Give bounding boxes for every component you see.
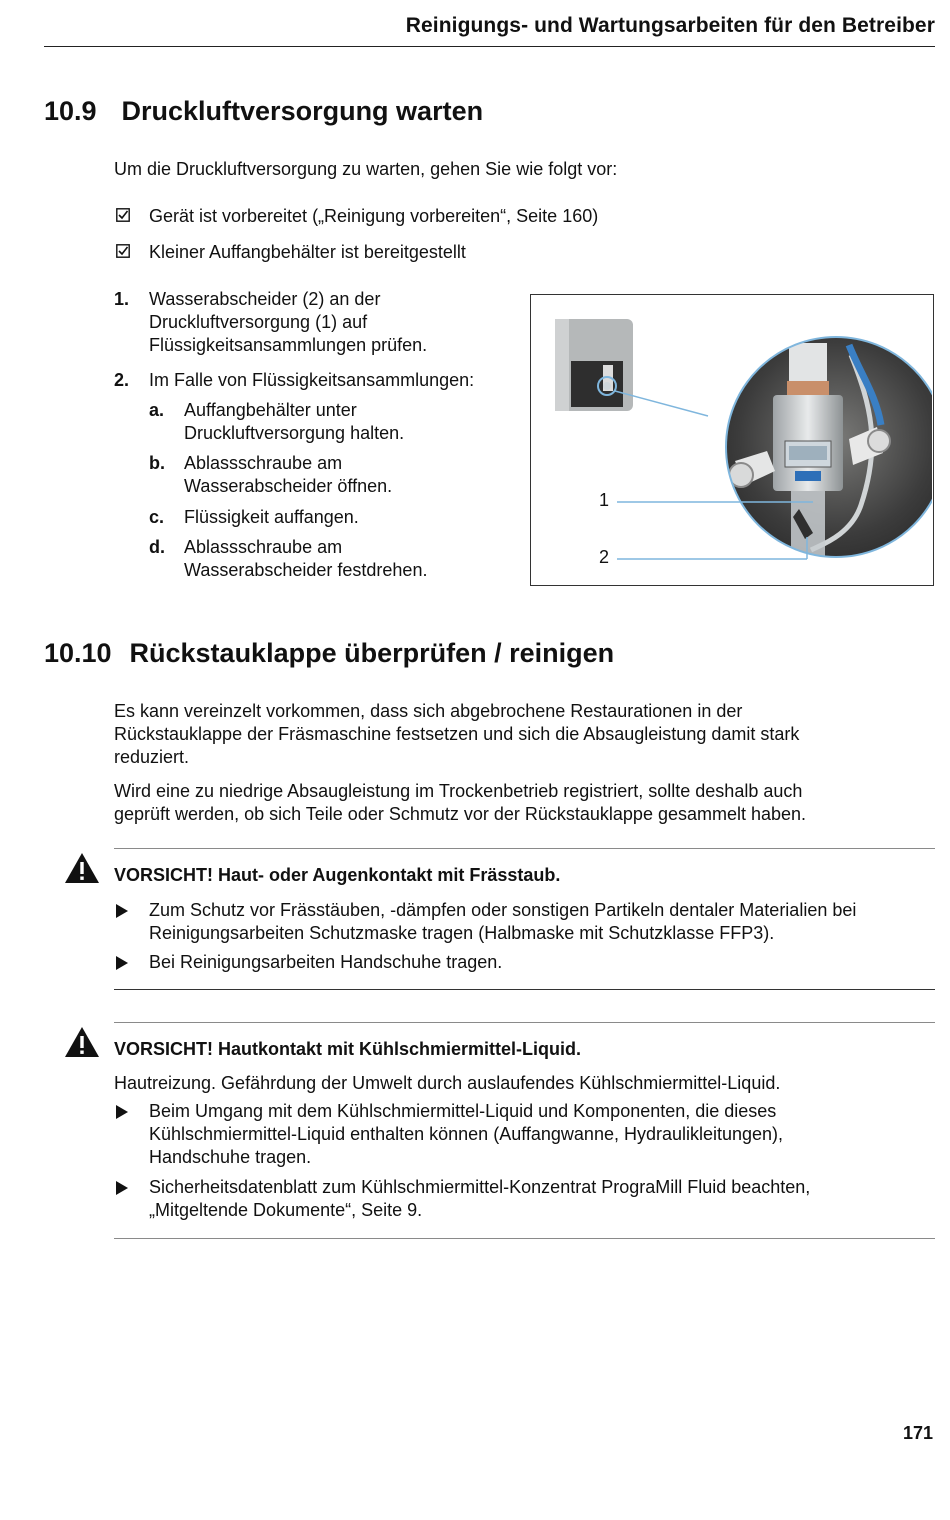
machine-side: [555, 319, 569, 411]
checkbox-checked-icon: [116, 208, 130, 222]
running-header: Reinigungs- und Wartungsarbeiten für den Betreiber: [405, 14, 935, 37]
warning-item-line: Beim Umgang mit dem Kühlschmiermittel-Liquid und Komponenten, die dieses: [149, 1101, 777, 1121]
warning-item-line: Reinigungsarbeiten Schutzmaske tragen (Halbmaske mit Schutzklasse FFP3).: [149, 923, 775, 943]
section-heading-10-9: [44, 96, 483, 127]
callout-label-1: 1: [599, 490, 610, 510]
page-number: 171: [902, 1423, 933, 1443]
paragraph-line: geprüft werden, ob sich Teile oder Schmutz vor der Rückstauklappe gesammelt haben.: [114, 804, 807, 824]
substep-line: Auffangbehälter unter: [184, 400, 357, 420]
warning-top-rule: [114, 848, 935, 849]
paragraph-line: Rückstauklappe der Fräsmaschine festsetzen und sich die Absaugleistung damit stark: [114, 724, 800, 744]
prerequisite-item: Kleiner Auffangbehälter ist bereitgestellt: [149, 242, 466, 262]
warning-bottom-rule: [114, 989, 935, 990]
compressed-air-unit-illustration: [531, 295, 932, 584]
warning-item-line: Handschuhe tragen.: [149, 1147, 312, 1167]
bullet-arrow-icon: [116, 956, 128, 970]
header-divider: [44, 46, 935, 47]
warning-item-line: Sicherheitsdatenblatt zum Kühlschmiermittel-Konzentrat PrograMill Fluid beachten,: [149, 1177, 811, 1197]
bullet-arrow-icon: [116, 1105, 128, 1119]
step-text: Im Falle von Flüssigkeitsansammlungen:: [149, 370, 475, 390]
warning-item: [149, 1100, 783, 1169]
magnified-detail: [721, 335, 932, 565]
substep-letter: d.: [149, 537, 165, 557]
substep-line: Ablassschraube am: [184, 537, 343, 557]
warning-description: Hautreizung. Gefährdung der Umwelt durch auslaufendes Kühlschmiermittel-Liquid.: [114, 1073, 781, 1093]
warning-item-line: Zum Schutz vor Frässtäuben, -dämpfen oder sonstigen Partikeln dentaler Materialien bei: [149, 900, 857, 920]
warning-item: Bei Reinigungsarbeiten Handschuhe tragen.: [149, 952, 503, 972]
intro-text: Um die Druckluftversorgung zu warten, gehen Sie wie folgt vor:: [114, 159, 618, 179]
warning-title: VORSICHT! Hautkontakt mit Kühlschmiermittel-Liquid.: [114, 1039, 582, 1059]
substep-letter: b.: [149, 453, 165, 473]
section-title: Rückstauklappe überprüfen / reinigen: [129, 638, 615, 668]
body-paragraph: [114, 780, 934, 826]
paragraph-line: Es kann vereinzelt vorkommen, dass sich abgebrochene Restaurationen in der: [114, 701, 743, 721]
paragraph-line: Wird eine zu niedrige Absaugleistung im Trockenbetrieb registriert, sollte deshalb auch: [114, 781, 803, 801]
substep-text: [184, 452, 392, 498]
substep-letter: a.: [149, 400, 165, 420]
bullet-arrow-icon: [116, 904, 128, 918]
step-text: [149, 288, 427, 357]
step-line: Wasserabscheider (2) an der: [149, 289, 381, 309]
substep-text: [184, 399, 404, 445]
warning-bottom-rule: [114, 1238, 935, 1239]
warning-triangle-icon: [64, 1026, 100, 1058]
paragraph-line: reduziert.: [114, 747, 190, 767]
substep-line: Wasserabscheider öffnen.: [184, 476, 393, 496]
substep-text: [184, 536, 427, 582]
substep-line: Wasserabscheider festdrehen.: [184, 560, 428, 580]
checkbox-checked-icon: [116, 244, 130, 258]
detail-marker-dot: [603, 382, 611, 390]
warning-item-line: Kühlschmiermittel-Liquid enthalten können (Auffangwanne, Hydraulikleitungen),: [149, 1124, 784, 1144]
section-heading-10-10: [44, 638, 614, 669]
prerequisite-item: Gerät ist vorbereitet („Reinigung vorbereiten“, Seite 160): [149, 206, 599, 226]
bullet-arrow-icon: [116, 1181, 128, 1195]
substep-line: Druckluftversorgung halten.: [184, 423, 405, 443]
section-title: Druckluftversorgung warten: [121, 96, 484, 126]
step-line: Flüssigkeitsansammlungen prüfen.: [149, 335, 428, 355]
step-line: Druckluftversorgung (1) auf: [149, 312, 368, 332]
warning-item-line: „Mitgeltende Dokumente“, Seite 9.: [149, 1200, 423, 1220]
warning-top-rule: [114, 1022, 935, 1023]
substep-line: Ablassschraube am: [184, 453, 343, 473]
warning-title: VORSICHT! Haut- oder Augenkontakt mit Frässtaub.: [114, 865, 561, 885]
warning-item: [149, 899, 856, 945]
step-number: 1.: [114, 289, 130, 309]
section-number: 10.10: [44, 638, 112, 668]
body-paragraph: [114, 700, 934, 769]
section-number: 10.9: [44, 96, 97, 126]
substep-letter: c.: [149, 507, 165, 527]
compressed-air-figure: [530, 294, 934, 586]
warning-triangle-icon: [64, 852, 100, 884]
substep-text: Flüssigkeit auffangen.: [184, 507, 359, 527]
step-number: 2.: [114, 370, 130, 390]
callout-label-2: 2: [599, 547, 610, 567]
warning-item: [149, 1176, 810, 1222]
